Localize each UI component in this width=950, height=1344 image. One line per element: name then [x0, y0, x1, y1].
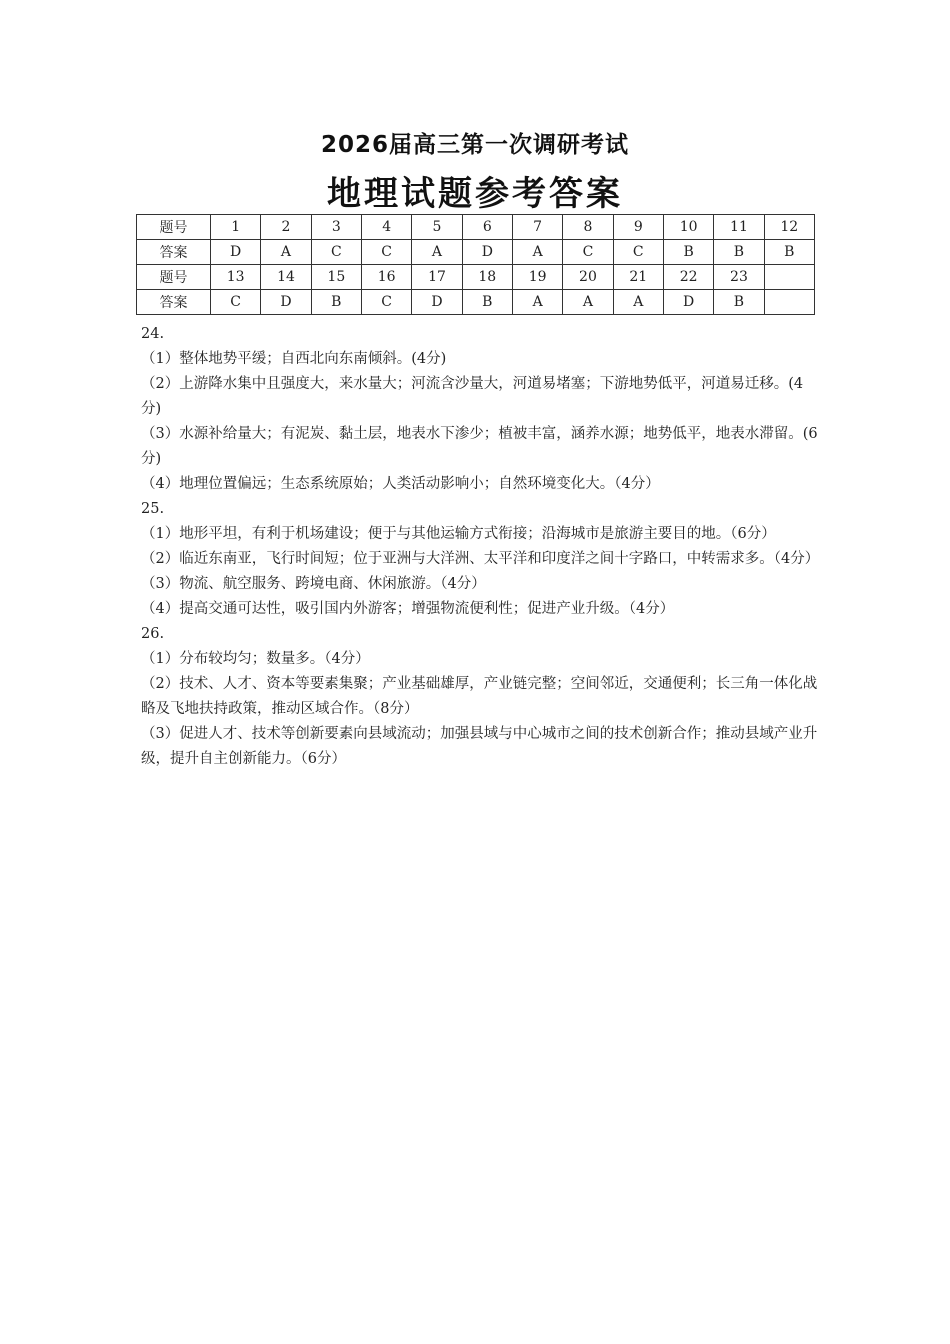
answer-cell: D [412, 290, 462, 315]
answer-cell: A [261, 240, 311, 265]
answer-item: （3）物流、航空服务、跨境电商、休闲旅游。（4分） [141, 576, 486, 592]
document-title: 地理试题参考答案 [327, 174, 623, 214]
question-number-cell: 23 [714, 265, 764, 290]
answer-cell: A [563, 290, 613, 315]
question-number-cell: 22 [663, 265, 713, 290]
answer-item: （2）技术、人才、资本等要素集聚；产业基础雄厚，产业链完整；空间邻近，交通便利；长三角一体化战略及飞地扶持政策，推动区域合作。（8分） [141, 676, 818, 717]
question-number-cell: 15 [311, 265, 361, 290]
question-number-cell [764, 265, 814, 290]
answer-item: （4）提高交通可达性，吸引国内外游客；增强物流便利性；促进产业升级。（4分） [141, 601, 675, 617]
answer-cell: D [462, 240, 512, 265]
exam-title: 2026届高三第一次调研考试 [320, 132, 629, 158]
question-number-cell: 3 [311, 215, 361, 240]
question-number-cell: 12 [764, 215, 814, 240]
question-number-cell: 8 [563, 215, 613, 240]
answer-cell: A [412, 240, 462, 265]
answer-cell: B [764, 240, 814, 265]
table-row-answers [137, 290, 815, 315]
answer-item: （3）促进人才、技术等创新要素向县域流动；加强县域与中心城市之间的技术创新合作；推动县域产业升级，提升自主创新能力。（6分） [141, 726, 818, 767]
answer-cell: B [714, 240, 764, 265]
answer-cell: C [613, 240, 663, 265]
answer-cell: C [311, 240, 361, 265]
answer-cell: A [512, 290, 562, 315]
question-number-cell: 20 [563, 265, 613, 290]
answer-cell: B [663, 240, 713, 265]
answer-cell: A [613, 290, 663, 315]
question-number-cell: 16 [361, 265, 411, 290]
answer-key-table [136, 214, 815, 315]
row-label: 答案 [137, 240, 211, 265]
question-number: 26. [141, 626, 165, 642]
answer-cell: D [663, 290, 713, 315]
question-number-cell: 5 [412, 215, 462, 240]
answer-cell: C [361, 290, 411, 315]
question-number-cell: 6 [462, 215, 512, 240]
answer-cell: B [462, 290, 512, 315]
table-row-answers [137, 240, 815, 265]
answer-cell: D [211, 240, 261, 265]
answer-cell: A [512, 240, 562, 265]
answer-cell: C [211, 290, 261, 315]
question-number-cell: 18 [462, 265, 512, 290]
row-label: 答案 [137, 290, 211, 315]
question-number-cell: 21 [613, 265, 663, 290]
answer-cell [764, 290, 814, 315]
question-number: 25. [141, 501, 165, 517]
answer-item: （4）地理位置偏远；生态系统原始；人类活动影响小；自然环境变化大。（4分） [141, 476, 660, 492]
answer-item: （3）水源补给量大；有泥炭、黏土层，地表水下渗少；植被丰富，涵养水源；地势低平，地表水滞留。(6分) [141, 426, 818, 467]
answer-item: （1）地形平坦，有利于机场建设；便于与其他运输方式衔接；沿海城市是旅游主要目的地。（6分） [141, 526, 776, 542]
row-label: 题号 [137, 265, 211, 290]
answer-body [141, 322, 821, 772]
question-number-cell: 4 [361, 215, 411, 240]
question-number-cell: 11 [714, 215, 764, 240]
question-number-cell: 14 [261, 265, 311, 290]
answer-item: （2）临近东南亚，飞行时间短；位于亚洲与大洋洲、太平洋和印度洋之间十字路口，中转需求多。（4分） [141, 551, 820, 567]
answer-cell: D [261, 290, 311, 315]
question-number-cell: 17 [412, 265, 462, 290]
answer-item: （1）分布较均匀；数量多。（4分） [141, 651, 370, 667]
question-number-cell: 1 [211, 215, 261, 240]
question-number-cell: 2 [261, 215, 311, 240]
question-number-cell: 13 [211, 265, 261, 290]
answer-cell: C [361, 240, 411, 265]
answer-item: （2）上游降水集中且强度大，来水量大；河流含沙量大，河道易堵塞；下游地势低平，河道易迁移。(4分) [141, 376, 804, 417]
answer-cell: B [714, 290, 764, 315]
answer-cell: B [311, 290, 361, 315]
question-number-cell: 10 [663, 215, 713, 240]
answer-item: （1）整体地势平缓；自西北向东南倾斜。(4分) [141, 351, 447, 367]
question-number-cell: 19 [512, 265, 562, 290]
row-label: 题号 [137, 215, 211, 240]
question-number-cell: 7 [512, 215, 562, 240]
question-number: 24. [141, 326, 165, 342]
question-number-cell: 9 [613, 215, 663, 240]
table-row-numbers [137, 215, 815, 240]
table-row-numbers [137, 265, 815, 290]
answer-cell: C [563, 240, 613, 265]
